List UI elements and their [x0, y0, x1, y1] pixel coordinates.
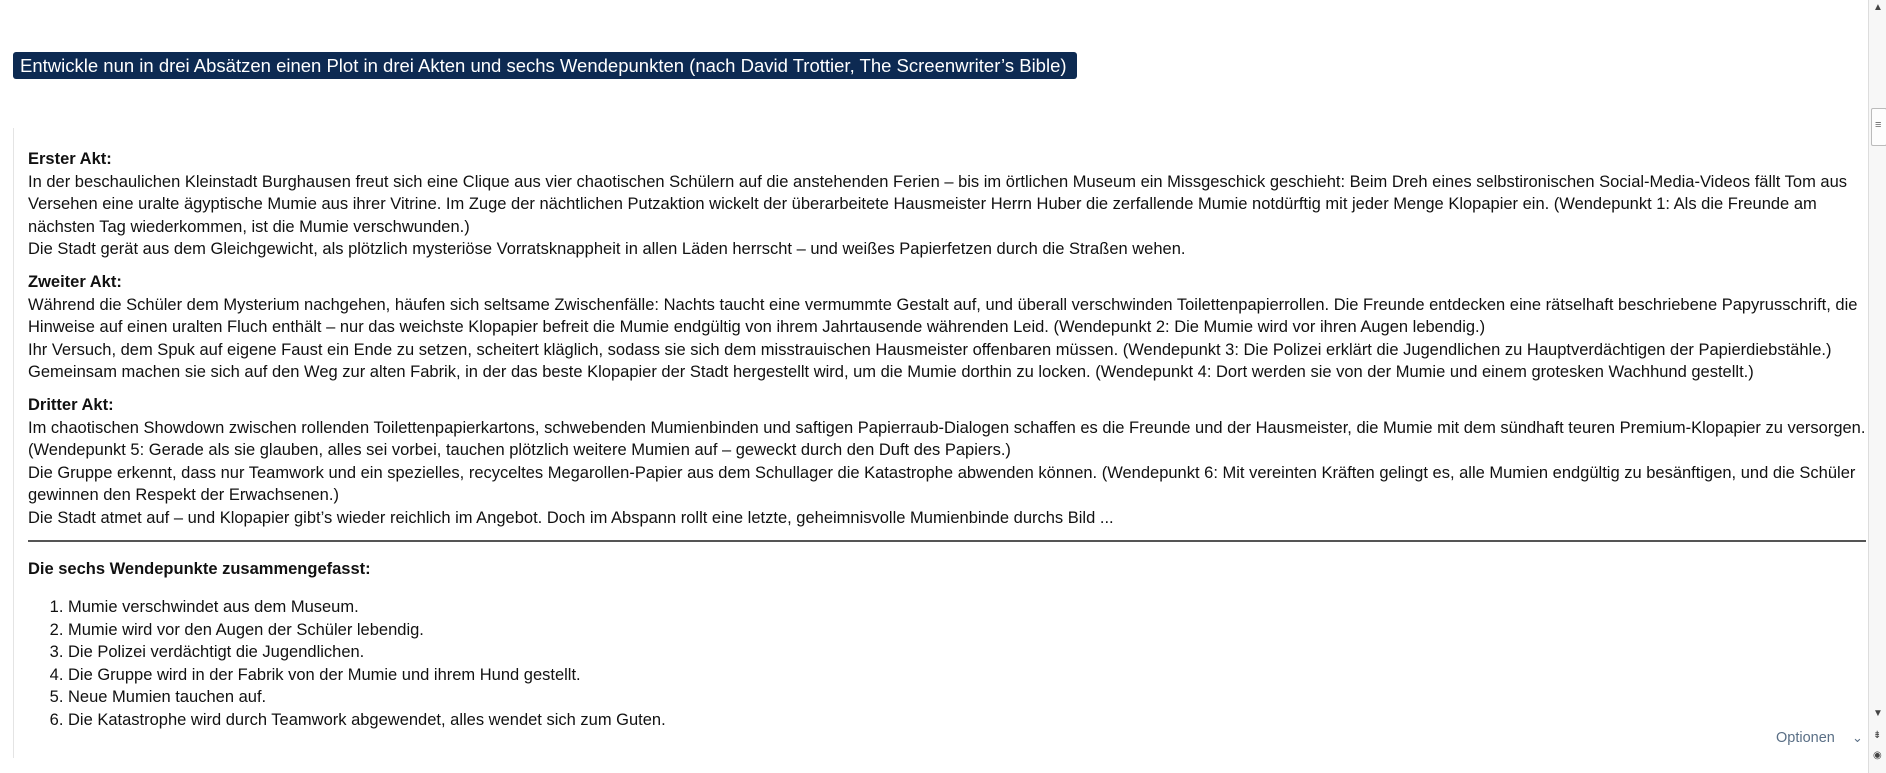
list-item: 6. Die Katastrophe wird durch Teamwork abgewendet, alles wendet sich zum Guten.	[68, 709, 1866, 732]
act-three	[28, 394, 1866, 530]
user-prompt: Entwickle nun in drei Absätzen einen Plot in drei Akten und sechs Wendepunkten (nach David Trottier, The Screenwriter’s Bible)	[13, 52, 1077, 79]
list-item: 1. Mumie verschwindet aus dem Museum.	[68, 596, 1866, 619]
grip-icon: ≡	[1875, 119, 1882, 131]
act-paragraph: Ihr Versuch, dem Spuk auf eigene Faust ein Ende zu setzen, scheitert kläglich, sodass sie sich dem misstrauischen Hausmeister offenbaren müssen. (Wendepunkt 3: Die Polizei erklärt die Jugendlichen zu Hauptverdächtigen der Papierdiebstähle.)	[28, 340, 1832, 359]
vertical-scrollbar[interactable]	[1868, 0, 1886, 773]
act-one	[28, 148, 1866, 261]
options-button[interactable]: Optionen	[1776, 730, 1835, 746]
act-paragraph: Die Gruppe erkennt, dass nur Teamwork und ein spezielles, recyceltes Megarollen-Papier aus dem Schullager die Katastrophe abwenden können. (Wendepunkt 6: Mit vereinten Kräften gelingt es, alle Mumien endgültig zu besänftigen, und die Schüler gewinnen den Respekt der Erwachsenen.)	[28, 463, 1856, 505]
response-content	[28, 148, 1866, 732]
act-title: Erster Akt:	[28, 150, 112, 168]
list-item: 3. Die Polizei verdächtigt die Jugendlichen.	[68, 641, 1866, 664]
list-item: 4. Die Gruppe wird in der Fabrik von der Mumie und ihrem Hund gestellt.	[68, 664, 1866, 687]
act-two	[28, 271, 1866, 384]
list-item: 2. Mumie wird vor den Augen der Schüler lebendig.	[68, 619, 1866, 642]
act-paragraph: Im chaotischen Showdown zwischen rollenden Toilettenpapierkartons, schwebenden Mumienbinden und saftigen Papierraub-Dialogen schaffen es die Freunde und der Hausmeister, die Mumie mit dem sündhaft teuren Premium-Klopapier zu versorgen. (Wendepunkt 5: Gerade als sie glauben, alles sei vorbei, tauchen plötzlich weitere Mumien auf – geweckt durch den Duft des Papiers.)	[28, 418, 1866, 460]
act-paragraph: Die Stadt gerät aus dem Gleichgewicht, als plötzlich mysteriöse Vorratsknappheit in allen Läden herrscht – und weißes Papierfetzen durch die Straßen wehen.	[28, 240, 1186, 259]
scroll-up-icon[interactable]: ▲	[1873, 2, 1883, 13]
act-title: Zweiter Akt:	[28, 272, 122, 291]
scrollbar-thumb[interactable]	[1871, 108, 1886, 146]
list-item: 5. Neue Mumien tauchen auf.	[68, 686, 1866, 709]
page-down-icon[interactable]: ⇟	[1873, 730, 1882, 741]
chevron-down-icon[interactable]: ⌄	[1852, 730, 1863, 745]
act-title: Dritter Akt:	[28, 395, 114, 414]
act-paragraph: Gemeinsam machen sie sich auf den Weg zur alten Fabrik, in der das beste Klopapier der Stadt hergestellt wird, um die Mumie dorthin zu locken. (Wendepunkt 4: Dort werden sie von der Mumie und einem grotesken Wachhund gestellt.)	[28, 363, 1754, 382]
left-divider	[13, 128, 14, 758]
summary-title: Die sechs Wendepunkte zusammengefasst:	[28, 559, 371, 578]
horizontal-rule	[28, 540, 1866, 542]
act-paragraph: In der beschaulichen Kleinstadt Burghausen freut sich eine Clique aus vier chaotischen Schülern auf die anstehenden Ferien – bis im örtlichen Museum ein Missgeschick geschieht: Beim Dreh eines selbstironischen Social-Media-Videos fällt Tom aus Versehen eine uralte ägyptische Mumie aus ihrer Vitrine. Im Zuge der nächtlichen Putzaktion wickelt der überarbeitete Hausmeister Herrn Huber die zerfallende Mumie notdürftig mit jeder Menge Klopapier ein. (Wendepunkt 1: Als die Freunde am nächsten Tag wiederkommen, ist die Mumie verschwunden.)	[28, 172, 1848, 236]
act-paragraph: Die Stadt atmet auf – und Klopapier gibt’s wieder reichlich im Angebot. Doch im Abspann rollt eine letzte, geheimnisvolle Mumienbinde durchs Bild ...	[28, 508, 1114, 527]
next-page-icon[interactable]: ◉	[1873, 750, 1882, 761]
act-paragraph: Während die Schüler dem Mysterium nachgehen, häufen sich seltsame Zwischenfälle: Nachts taucht eine vermummte Gestalt auf, und überall verschwinden Toilettenpapierrollen. Die Freunde entdecken eine rätselhaft beschriebene Papyrusschrift, die Hinweise auf einen uralten Fluch enthält – nur das weichste Klopapier befreit die Mumie endgültig von ihrem Jahrtausende währenden Leid. (Wendepunkt 2: Die Mumie wird vor ihren Augen lebendig.)	[28, 295, 1858, 337]
scroll-down-icon[interactable]: ▼	[1873, 708, 1883, 719]
turning-points-list	[28, 596, 1866, 732]
